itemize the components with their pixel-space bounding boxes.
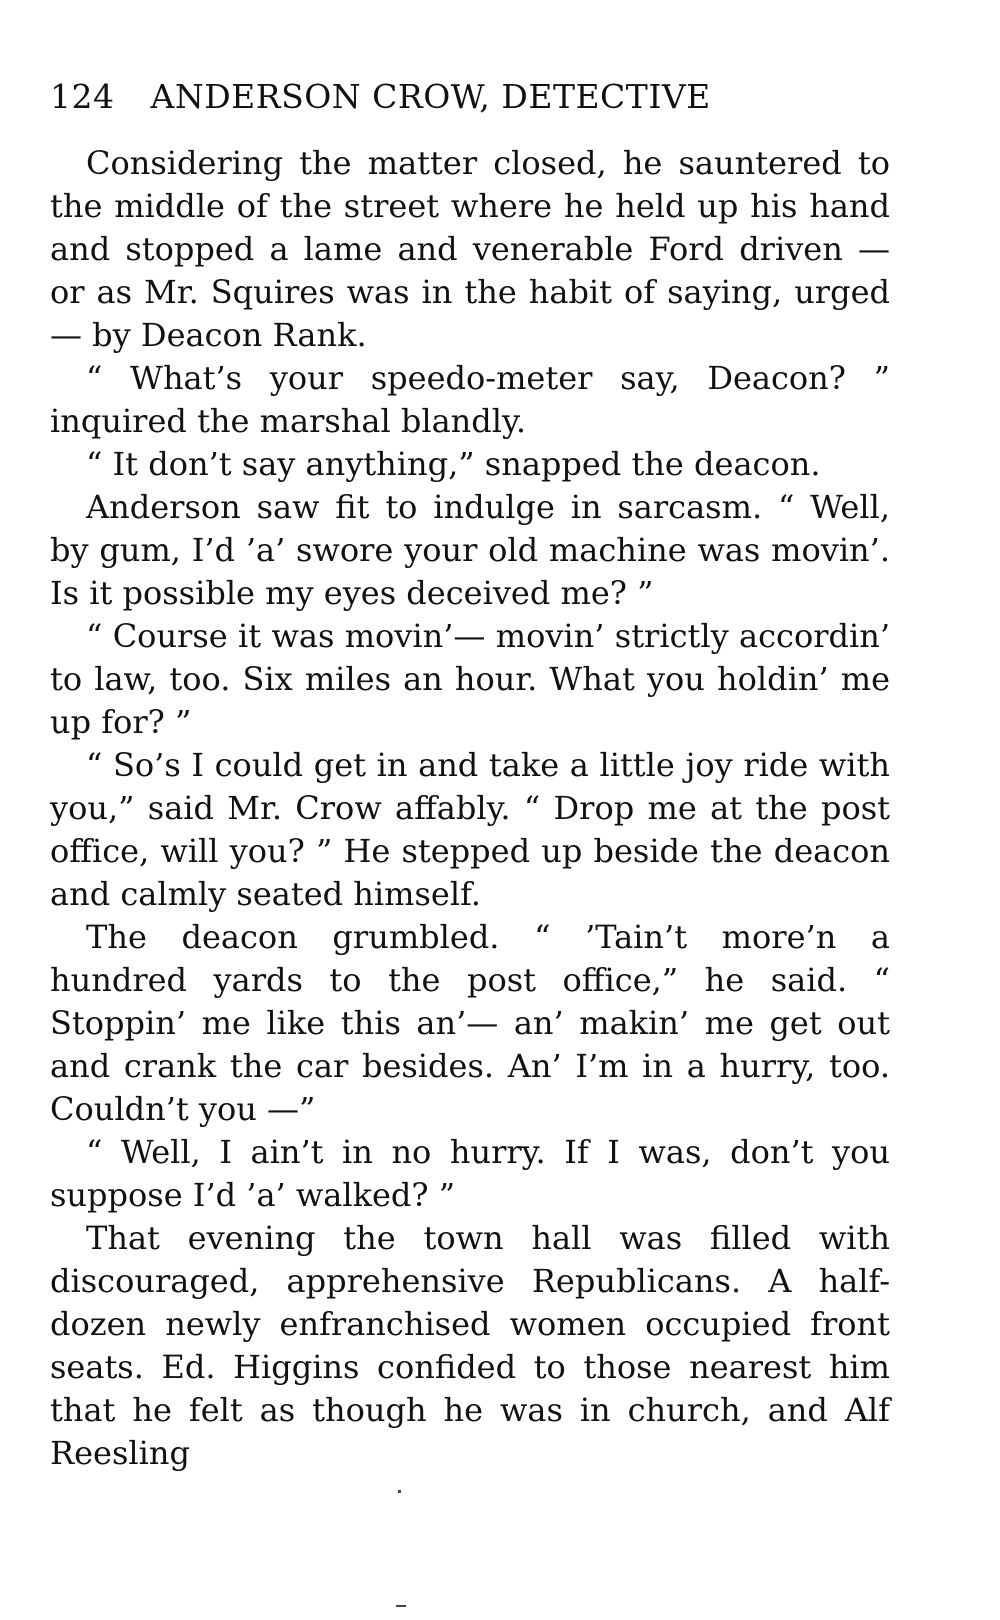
book-page — [50, 72, 890, 1475]
running-title: ANDERSON CROW, DETECTIVE — [150, 77, 711, 116]
page-number: 124 — [50, 77, 115, 116]
paragraph: The deacon grumbled. “ ’Tain’t more’n a hundred yards to the post office,” he said. “ Stoppin’ me like this an’— an’ makin’ me get out and crank the car besides. An’ I’m in a hurry, too. Couldn’t you —” — [50, 918, 890, 1128]
running-header — [50, 72, 890, 122]
paragraph: “ Well, I ain’t in no hurry. If I was, don’t you suppose I’d ’a’ walked? ” — [50, 1133, 890, 1214]
paragraph: “ Course it was movin’— movin’ strictly accordin’ to law, too. Six miles an hour. What you holdin’ me up for? ” — [50, 617, 890, 741]
body-text — [50, 142, 890, 1475]
paragraph: That evening the town hall was filled with discouraged, apprehensive Republicans. A half-dozen newly enfranchised women occupied front seats. Ed. Higgins confided to those nearest him that he felt as though he was in church, and Alf Reesling — [50, 1219, 890, 1472]
paragraph: Considering the matter closed, he sauntered to the middle of the street where he held up his hand and stopped a lame and venerable Ford driven — or as Mr. Squires was in the habit of saying, urged — by Deacon Rank. — [50, 144, 890, 354]
paragraph: Anderson saw fit to indulge in sarcasm. “ Well, by gum, I’d ’a’ swore your old machine was movin’. Is it possible my eyes deceived me? ” — [50, 488, 890, 612]
paragraph: “ What’s your speedo-meter say, Deacon? ” inquired the marshal blandly. — [50, 359, 890, 440]
paragraph: “ So’s I could get in and take a little joy ride with you,” said Mr. Crow affably. “ Drop me at the post office, will you? ” He stepped up beside the deacon and calmly seated himself. — [50, 746, 890, 913]
scan-speck — [398, 1490, 401, 1493]
scan-speck — [396, 1605, 406, 1607]
paragraph: “ It don’t say anything,” snapped the deacon. — [86, 445, 821, 483]
